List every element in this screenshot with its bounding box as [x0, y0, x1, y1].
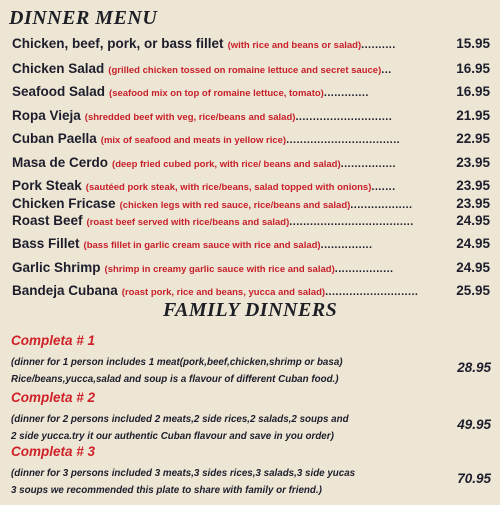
- menu-item-name: Seafood Salad (seafood mix on top of romaine lettuce, tomato).............: [12, 84, 369, 99]
- family-dinner-description: [11, 465, 411, 499]
- menu-item-description: (grilled chicken tossed on romaine lettuce and secret sauce): [108, 65, 382, 76]
- menu-item-price: 24.95: [456, 213, 490, 228]
- dinner-menu-heading: DINNER MENU: [9, 7, 158, 29]
- family-dinner-title: Completa # 3: [11, 444, 96, 459]
- menu-item: [12, 108, 490, 128]
- menu-item-leader: ..........: [361, 39, 396, 51]
- menu-item: [12, 36, 490, 56]
- family-dinner-price: 28.95: [457, 360, 491, 375]
- family-dinner-price: 70.95: [457, 471, 491, 486]
- family-dinner-title: Completa # 1: [11, 333, 96, 348]
- menu-item-price: 23.95: [456, 155, 490, 170]
- menu-item-name: Chicken Salad (grilled chicken tossed on romaine lettuce and secret sauce)...: [12, 61, 392, 76]
- menu-item-leader: .......: [371, 181, 396, 193]
- menu-item-name: Masa de Cerdo (deep fried cubed pork, with rice/ beans and salad)................: [12, 155, 396, 170]
- menu-item: [12, 131, 490, 151]
- menu-item-leader: ....................................: [289, 216, 414, 228]
- menu-item-description: (shrimp in creamy garlic sauce with rice and salad): [104, 264, 335, 275]
- menu-item-price: 24.95: [456, 236, 490, 251]
- menu-item: [12, 236, 490, 256]
- menu-item-price: 23.95: [456, 196, 490, 211]
- menu-item-name: Garlic Shrimp (shrimp in creamy garlic sauce with rice and salad).................: [12, 260, 394, 275]
- family-dinner-title: Completa # 2: [11, 390, 96, 405]
- menu-item-description: (seafood mix on top of romaine lettuce, tomato): [109, 88, 324, 99]
- menu-item-description: (bass fillet in garlic cream sauce with rice and salad): [83, 240, 321, 251]
- menu-item-description: (chicken legs with red sauce, rice/beans and salad): [119, 200, 351, 211]
- family-dinner-item: [11, 390, 491, 445]
- menu-item-name: Pork Steak (sautéed pork steak, with rice/beans, salad topped with onions).......: [12, 178, 396, 193]
- family-dinner-item: [11, 444, 491, 499]
- menu-item-name: Chicken Fricase (chicken legs with red sauce, rice/beans and salad)..................: [12, 196, 413, 211]
- menu-item-leader: .................: [334, 263, 394, 275]
- menu-item-name: Roast Beef (roast beef served with rice/beans and salad)....................................: [12, 213, 414, 228]
- family-dinner-price: 49.95: [457, 417, 491, 432]
- menu-item-price: 25.95: [456, 283, 490, 298]
- menu-item: [12, 155, 490, 175]
- menu-item-description: (mix of seafood and meats in yellow rice): [100, 135, 287, 146]
- menu-item-leader: ............................: [295, 111, 393, 123]
- menu-item: [12, 213, 490, 233]
- menu-item-description: (with rice and beans or salad): [227, 40, 362, 51]
- family-dinners-heading: FAMILY DINNERS: [163, 299, 338, 321]
- menu-item-description: (roast beef served with rice/beans and salad): [86, 217, 290, 228]
- menu-item-name: Cuban Paella (mix of seafood and meats in yellow rice).................................: [12, 131, 401, 146]
- family-dinner-item: [11, 333, 491, 388]
- menu-item-leader: .............: [323, 87, 369, 99]
- menu-item-description: (roast pork, rice and beans, yucca and salad): [121, 287, 326, 298]
- family-dinner-description: [11, 354, 411, 388]
- menu-item-leader: ..................: [350, 199, 413, 211]
- family-dinner-description: [11, 411, 411, 445]
- menu-item: [12, 260, 490, 280]
- menu-item-name: Bass Fillet (bass fillet in garlic cream sauce with rice and salad)...............: [12, 236, 373, 251]
- family-dinner-description-line: 3 soups we recommended this plate to share with family or friend.): [11, 485, 322, 496]
- menu-item: [12, 84, 490, 104]
- menu-item-price: 16.95: [456, 84, 490, 99]
- menu-item-leader: ...........................: [325, 286, 419, 298]
- family-dinner-description-line: (dinner for 1 person includes 1 meat(pork,beef,chicken,shrimp or basa): [11, 357, 343, 368]
- menu-item-description: (deep fried cubed pork, with rice/ beans and salad): [112, 159, 341, 170]
- menu-item-description: (sautéed pork steak, with rice/beans, salad topped with onions): [85, 182, 372, 193]
- menu-item-price: 23.95: [456, 178, 490, 193]
- menu-item-price: 15.95: [456, 36, 490, 51]
- menu-item-description: (shredded beef with veg, rice/beans and salad): [84, 112, 296, 123]
- menu-item: [12, 178, 490, 198]
- menu-item-price: 21.95: [456, 108, 490, 123]
- menu-item-price: 22.95: [456, 131, 490, 146]
- family-dinner-description-line: (dinner for 3 persons included 3 meats,3 sides rices,3 salads,3 side yucas: [11, 468, 356, 479]
- menu-item-price: 24.95: [456, 260, 490, 275]
- menu-item-name: Ropa Vieja (shredded beef with veg, rice/beans and salad)............................: [12, 108, 393, 123]
- menu-item-leader: ...: [381, 64, 392, 76]
- menu-item: [12, 61, 490, 81]
- family-dinner-description-line: (dinner for 2 persons included 2 meats,2 side rices,2 salads,2 soups and: [11, 414, 349, 425]
- family-dinner-description-line: 2 side yucca.try it our authentic Cuban flavour and save in you order): [11, 431, 334, 442]
- menu-item-price: 16.95: [456, 61, 490, 76]
- menu-item-leader: .................................: [286, 134, 401, 146]
- menu-item-leader: ................: [340, 158, 396, 170]
- family-dinner-description-line: Rice/beans,yucca,salad and soup is a flavour of different Cuban food.): [11, 374, 339, 385]
- menu-item-leader: ...............: [320, 239, 373, 251]
- menu-item-name: Chicken, beef, pork, or bass fillet (with rice and beans or salad)..........: [12, 36, 396, 51]
- menu-item-name: Bandeja Cubana (roast pork, rice and beans, yucca and salad)...........................: [12, 283, 419, 298]
